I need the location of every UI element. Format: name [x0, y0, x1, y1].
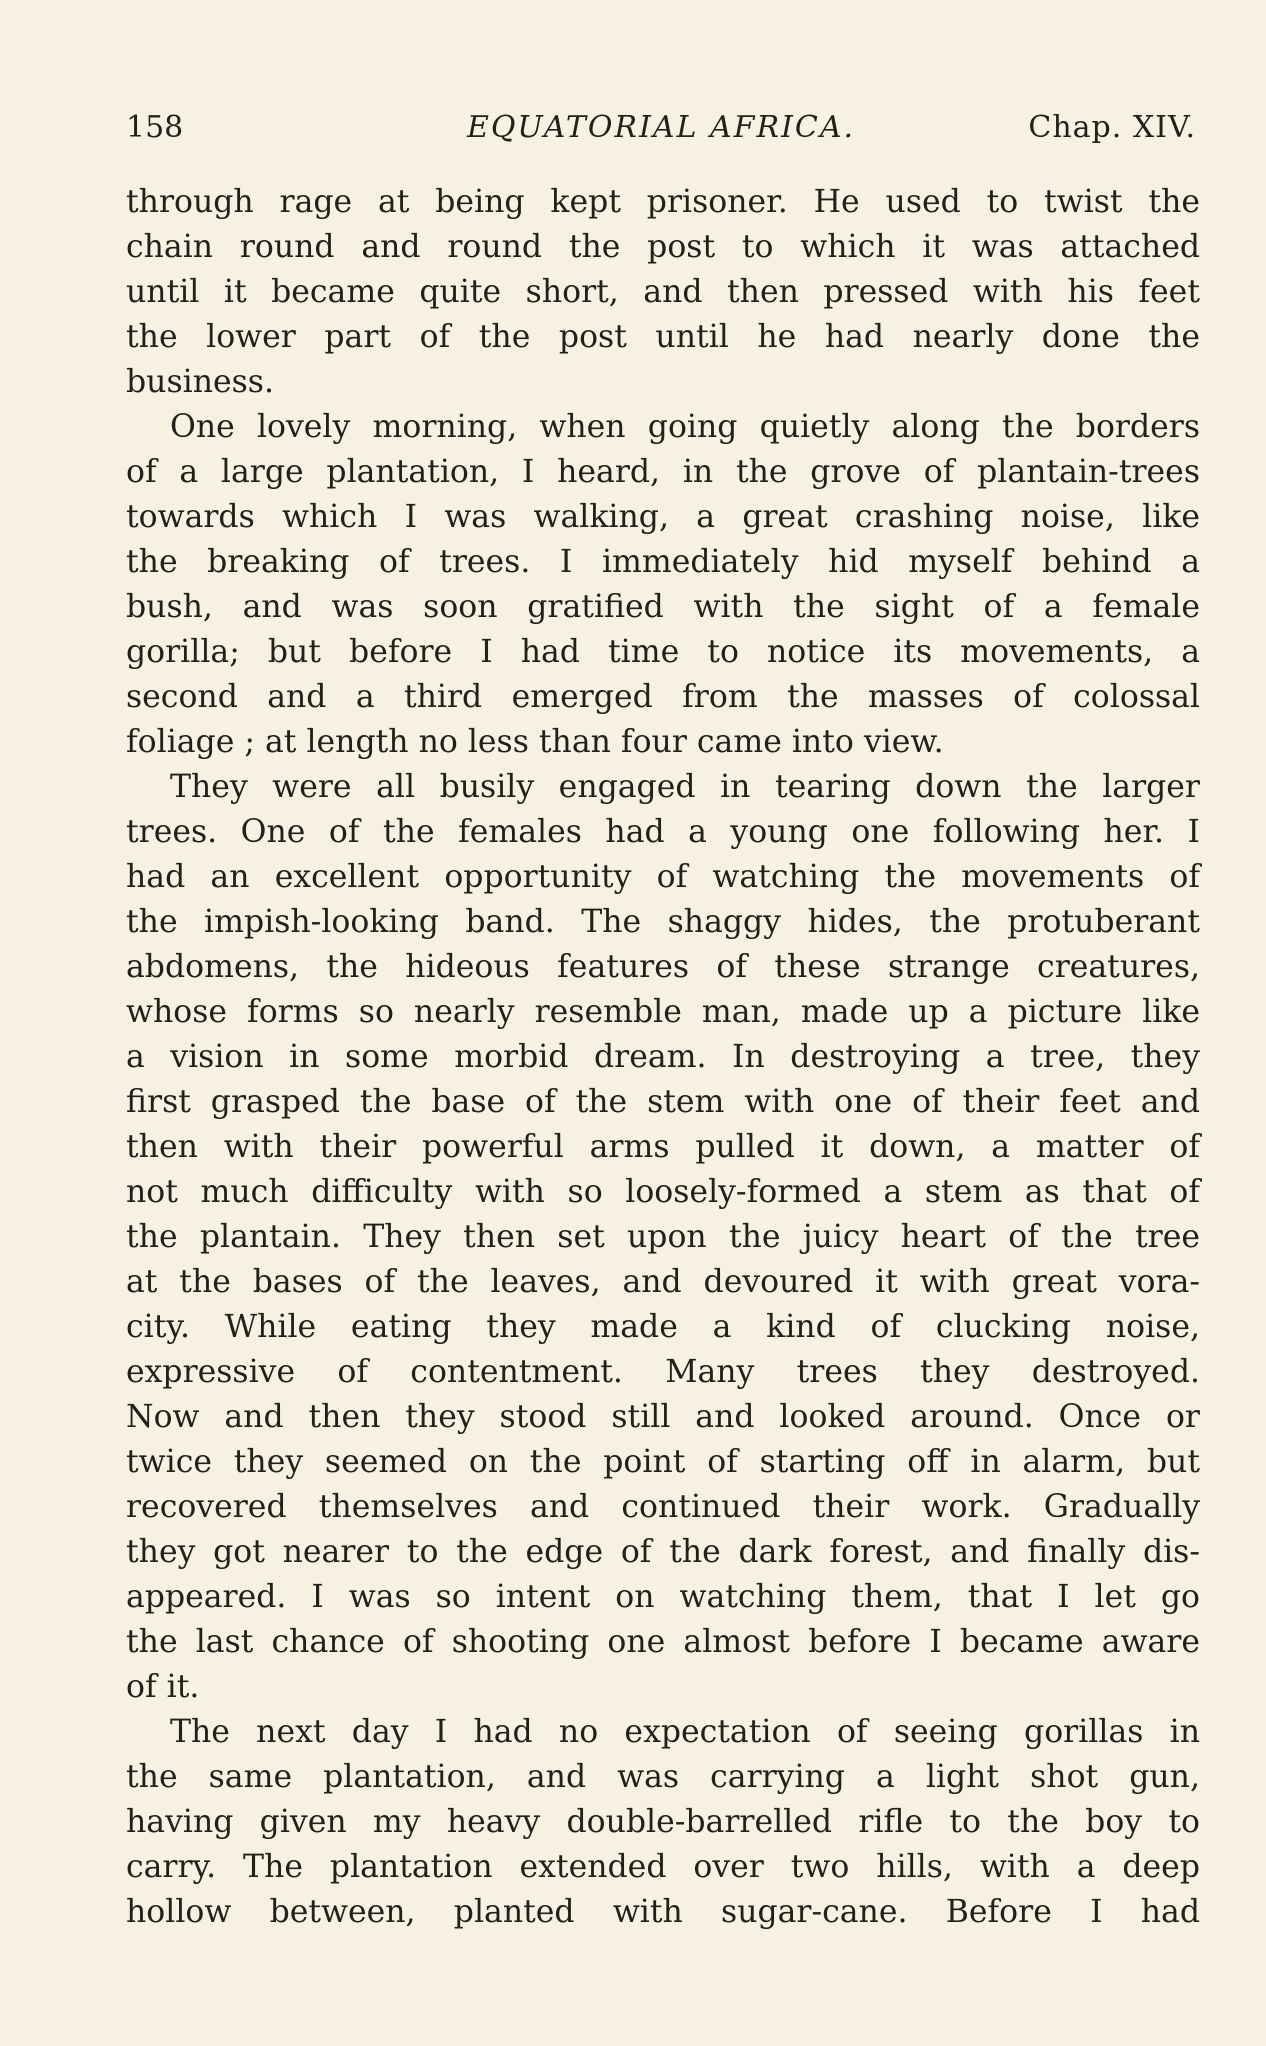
text-line: business.	[126, 364, 274, 400]
text-line: of a large plantation, I heard, in the grove of plantain-trees	[126, 454, 1200, 490]
text-line: a vision in some morbid dream. In destroying a tree, they	[126, 1039, 1200, 1075]
text-line: gorilla; but before I had time to notice its movements, a	[126, 634, 1200, 670]
text-line: whose forms so nearly resemble man, made up a picture like	[126, 994, 1200, 1030]
text-line: towards which I was walking, a great crashing noise, like	[126, 499, 1200, 535]
text-line: of it.	[126, 1669, 200, 1705]
page-number: 158	[126, 110, 184, 145]
book-title: EQUATORIAL AFRICA.	[466, 110, 856, 145]
text-line: the impish-looking band. The shaggy hides, the protuberant	[126, 904, 1200, 940]
text-line: the breaking of trees. I immediately hid myself behind a	[126, 544, 1200, 580]
text-line: second and a third emerged from the masses of colossal	[126, 679, 1200, 715]
text-line: abdomens, the hideous features of these strange creatures,	[126, 949, 1200, 985]
text-line: expressive of contentment. Many trees they destroyed.	[126, 1354, 1200, 1390]
paragraph-first-line: They were all busily engaged in tearing down the larger	[170, 769, 1200, 805]
text-line: bush, and was soon gratified with the sight of a female	[126, 589, 1200, 625]
text-line: having given my heavy double-barrelled rifle to the boy to	[126, 1804, 1200, 1840]
text-line: Now and then they stood still and looked around. Once or	[126, 1399, 1200, 1435]
text-line: until it became quite short, and then pressed with his feet	[126, 274, 1200, 310]
text-line: hollow between, planted with sugar-cane. Before I had	[126, 1894, 1200, 1930]
text-line: had an excellent opportunity of watching the movements of	[126, 859, 1200, 895]
paragraph-first-line: One lovely morning, when going quietly along the borders	[170, 409, 1200, 445]
text-line: recovered themselves and continued their work. Gradually	[126, 1489, 1200, 1525]
text-line: the lower part of the post until he had nearly done the	[126, 319, 1200, 355]
text-line: the plantain. They then set upon the juicy heart of the tree	[126, 1219, 1200, 1255]
chapter-reference: Chap. XIV.	[1028, 110, 1196, 145]
text-line: twice they seemed on the point of starting off in alarm, but	[126, 1444, 1200, 1480]
text-line: at the bases of the leaves, and devoured it with great vora-	[126, 1264, 1200, 1300]
text-line: the last chance of shooting one almost before I became aware	[126, 1624, 1200, 1660]
text-line: then with their powerful arms pulled it down, a matter of	[126, 1129, 1200, 1165]
text-line: city. While eating they made a kind of clucking noise,	[126, 1309, 1200, 1345]
text-line: carry. The plantation extended over two hills, with a deep	[126, 1849, 1200, 1885]
text-line: foliage ; at length no less than four came into view.	[126, 724, 944, 760]
text-line: trees. One of the females had a young one following her. I	[126, 814, 1200, 850]
text-line: appeared. I was so intent on watching them, that I let go	[126, 1579, 1200, 1615]
running-head	[126, 108, 1196, 156]
body-text	[126, 180, 1200, 1935]
paragraph-first-line: The next day I had no expectation of seeing gorillas in	[170, 1714, 1200, 1750]
text-line: not much difficulty with so loosely-formed a stem as that of	[126, 1174, 1200, 1210]
text-line: the same plantation, and was carrying a light shot gun,	[126, 1759, 1200, 1795]
text-line: first grasped the base of the stem with one of their feet and	[126, 1084, 1200, 1120]
text-line: through rage at being kept prisoner. He used to twist the	[126, 184, 1200, 220]
text-line: chain round and round the post to which it was attached	[126, 229, 1200, 265]
text-line: they got nearer to the edge of the dark forest, and finally dis-	[126, 1534, 1200, 1570]
